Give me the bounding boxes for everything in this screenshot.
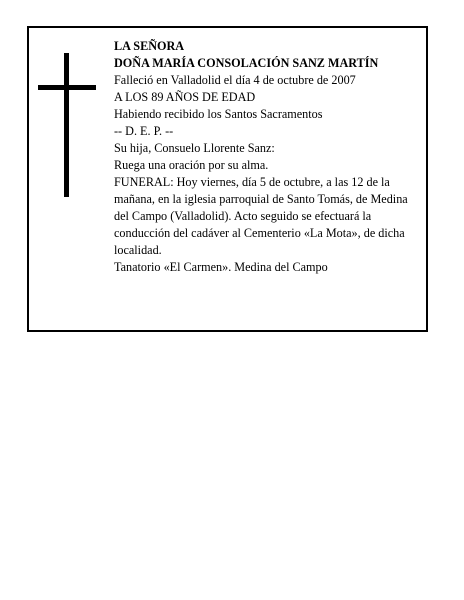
cross-vertical-bar xyxy=(64,53,69,197)
deceased-name: DOÑA MARÍA CONSOLACIÓN SANZ MARTÍN xyxy=(114,56,379,70)
obituary-text xyxy=(114,38,418,276)
age-line: A LOS 89 AÑOS DE EDAD xyxy=(114,90,256,104)
cross-horizontal-bar xyxy=(38,85,96,90)
rip-line: -- D. E. P. -- xyxy=(114,124,174,138)
funeral-home-line: Tanatorio «El Carmen». Medina del Campo xyxy=(114,260,328,274)
death-line: Falleció en Valladolid el día 4 de octubre de 2007 xyxy=(114,73,356,87)
title-line: LA SEÑORA xyxy=(114,39,185,53)
family-line: Su hija, Consuelo Llorente Sanz: xyxy=(114,141,275,155)
prayer-line: Ruega una oración por su alma. xyxy=(114,158,269,172)
funeral-paragraph: FUNERAL: Hoy viernes, día 5 de octubre, a las 12 de la mañana, en la iglesia parroquial de Santo Tomás, de Medina del Campo (Valladolid). Acto seguido se efectuará la conducción del cadáver al Cementerio «La Mota», de dicha localidad. xyxy=(114,175,408,257)
sacraments-line: Habiendo recibido los Santos Sacramentos xyxy=(114,107,323,121)
